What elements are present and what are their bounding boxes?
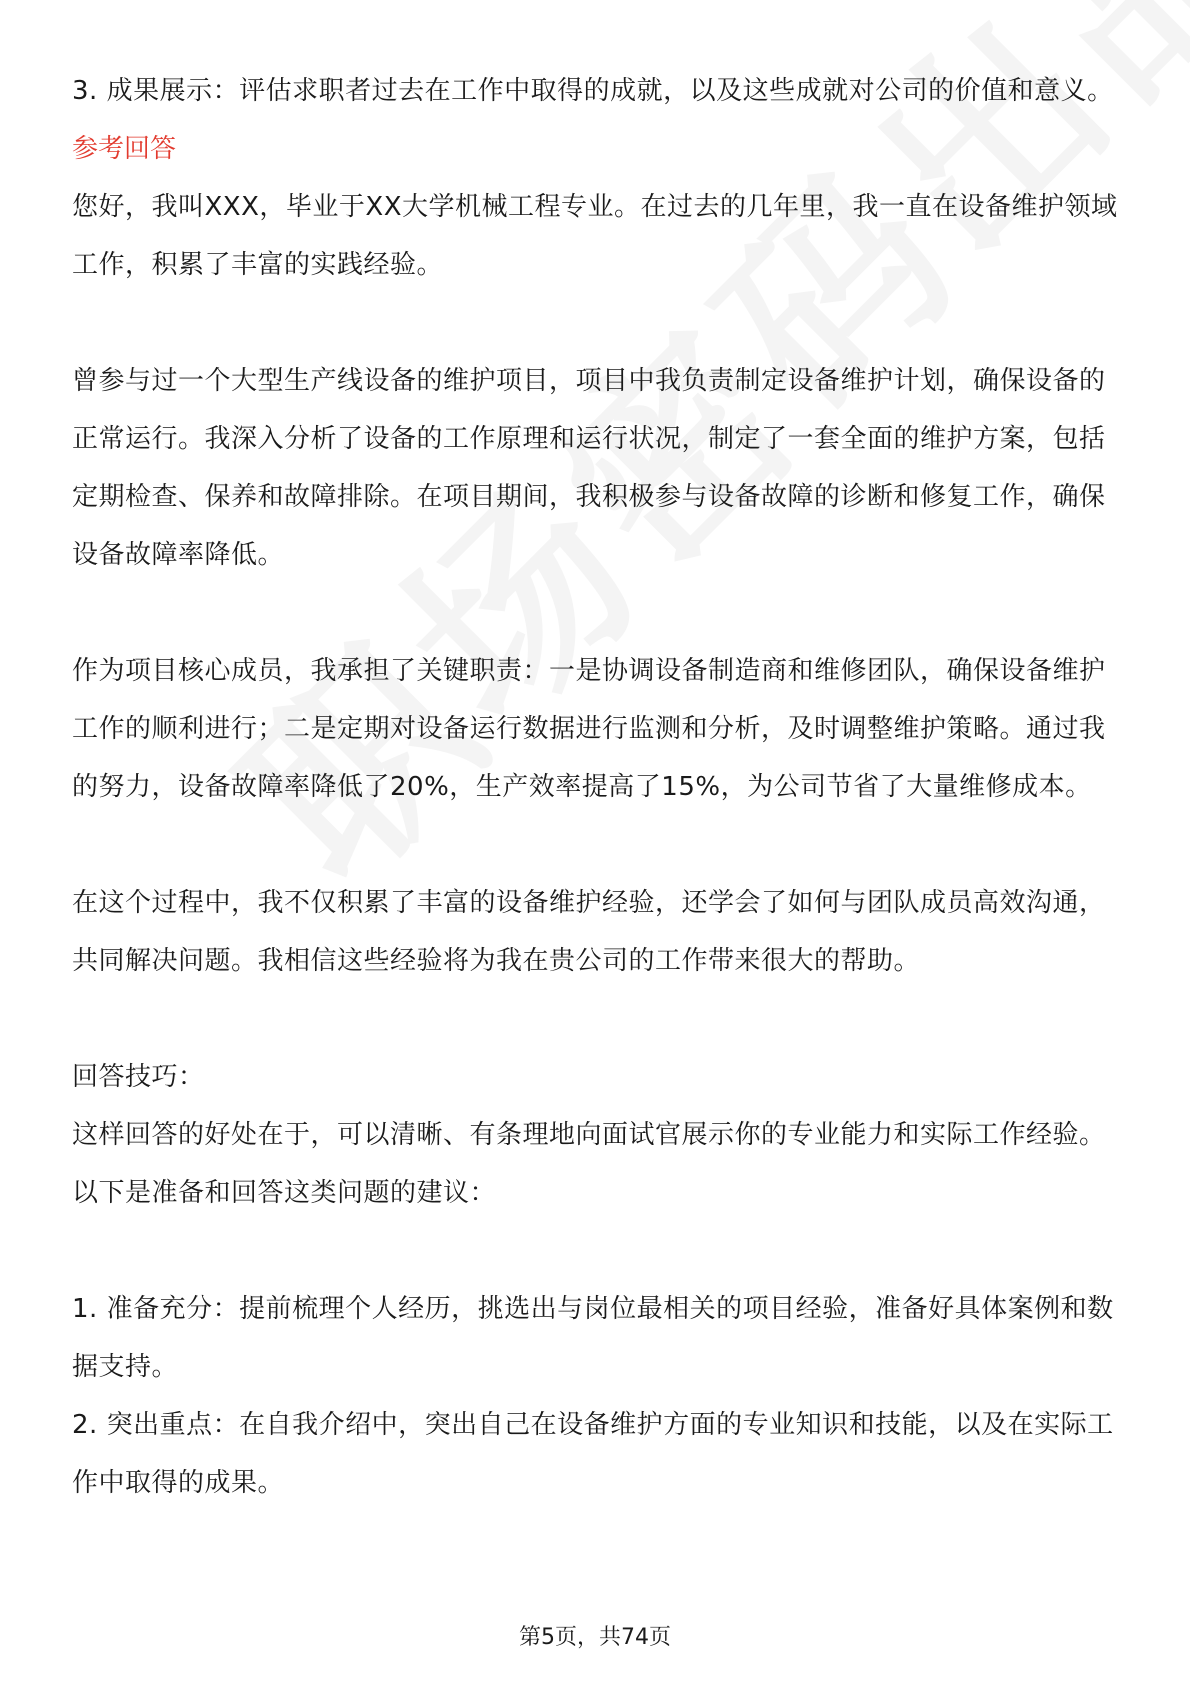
tip-item-1: 1. 准备充分：提前梳理个人经历，挑选出与岗位最相关的项目经验，准备好具体案例和数据支持。 [72, 1294, 1114, 1382]
spacer [72, 816, 1122, 874]
paragraph-responsibilities: 作为项目核心成员，我承担了关键职责：一是协调设备制造商和维修团队，确保设备维护工作的顺利进行；二是定期对设备运行数据进行监测和分析，及时调整维护策略。通过我的努力，设备故障率降低了20%，生产效率提高了15%，为公司节省了大量维修成本。 [72, 656, 1106, 802]
paragraph-summary: 在这个过程中，我不仅积累了丰富的设备维护经验，还学会了如何与团队成员高效沟通，共同解决问题。我相信这些经验将为我在贵公司的工作带来很大的帮助。 [72, 888, 1106, 976]
tip-item-2: 2. 突出重点：在自我介绍中，突出自己在设备维护方面的专业知识和技能，以及在实际工作中取得的成果。 [72, 1410, 1114, 1498]
spacer [72, 294, 1122, 352]
document-body [72, 62, 1122, 1512]
paragraph-tips-intro: 这样回答的好处在于，可以清晰、有条理地向面试官展示你的专业能力和实际工作经验。以下是准备和回答这类问题的建议： [72, 1120, 1106, 1208]
spacer [72, 584, 1122, 642]
paragraph-intro: 您好，我叫XXX，毕业于XX大学机械工程专业。在过去的几年里，我一直在设备维护领域工作，积累了丰富的实践经验。 [72, 192, 1118, 280]
page-number: 第5页，共74页 [519, 1625, 671, 1650]
spacer [72, 990, 1122, 1048]
paragraph-achievement-display: 3. 成果展示：评估求职者过去在工作中取得的成就，以及这些成就对公司的价值和意义。 [72, 76, 1114, 106]
spacer [72, 1222, 1122, 1280]
reference-answer-heading: 参考回答 [72, 134, 177, 164]
tips-heading: 回答技巧： [72, 1062, 205, 1092]
paragraph-project: 曾参与过一个大型生产线设备的维护项目，项目中我负责制定设备维护计划，确保设备的正常运行。我深入分析了设备的工作原理和运行状况，制定了一套全面的维护方案，包括定期检查、保养和故障排除。在项目期间，我积极参与设备故障的诊断和修复工作，确保设备故障率降低。 [72, 366, 1106, 570]
